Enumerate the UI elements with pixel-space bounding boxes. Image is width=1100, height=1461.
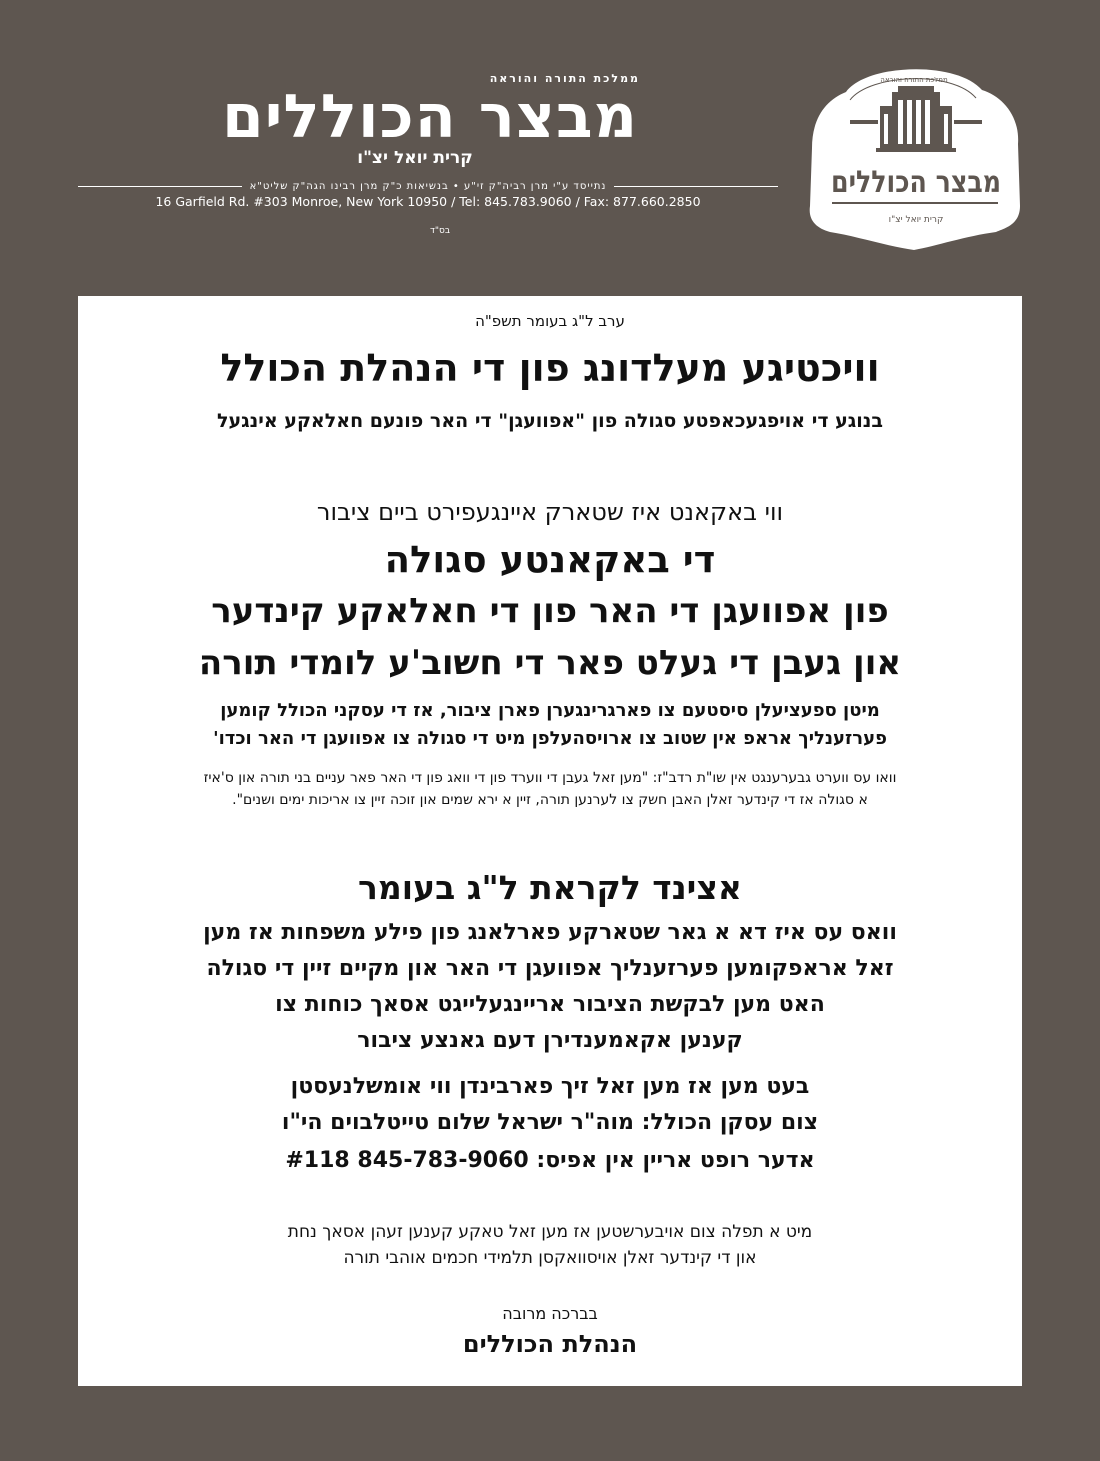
- letter-subtitle: בנוגע די אויפגעכאפטע סגולה פון "אפוועגן" די האר פונעם חאלאקע אינגעל: [217, 410, 883, 432]
- org-name: מבצר הכוללים: [221, 82, 639, 152]
- logo-top-text: ממלכת התורה והוראה: [880, 76, 948, 84]
- office-phone-line: אדער רופט אריין אין אפיס: 845-783-9060 #118: [285, 1148, 815, 1173]
- logo-bottom-text: קרית יואל יצ"ו: [888, 215, 944, 225]
- quote-line-1: וואו עס ווערט גבערענגט אין שו"ת רדב"ז: "מען זאל געבן די ווערד פון די וואג פון די האר פאר עניים בני תורה און ס'איז: [203, 770, 897, 786]
- intro-line: ווי באקאנט איז שטארק איינגעפירט ביים ציבור: [316, 498, 784, 526]
- blessing-line-1: מיט א תפלה צום אויבערשטען אז מען זאל טאקע קענען זעהן אסאך נחת: [287, 1222, 813, 1242]
- letterhead: [0, 0, 1100, 290]
- lineage-line: [78, 176, 778, 196]
- lineage-text: נתייסד ע"י מרן רביה"ק זי"ע • בנשיאות כ"ק מרן רבינו הגה"ק שליט"א: [249, 180, 607, 192]
- logo-icon: [806, 56, 1024, 252]
- heading-line-2: פון אפוועגן די האר פון די חאלאקע קינדער: [211, 591, 889, 631]
- call-line-2: צום עסקן הכולל: מוה"ר ישראל שלום טייטלבוים הי"ו: [281, 1110, 819, 1135]
- signature: הנהלת הכוללים: [462, 1330, 638, 1358]
- body-line-1: מיטן ספעציעלן סיסטעם צו פארגרינגערן פארן ציבור, אז די עסקני הכולל קומען: [220, 700, 880, 721]
- letter-panel: [78, 296, 1022, 1386]
- lag-baomer-heading: אצינד לקראת ל"ג בעומר: [358, 868, 742, 907]
- divider-left: [78, 186, 242, 187]
- org-subtitle: קרית יואל יצ"ו: [357, 148, 473, 168]
- divider-right: [614, 186, 778, 187]
- lag-line-1: וואס עס איז דא א גאר שטארקע פארלאנג פון פילע משפחות אז מען: [203, 920, 897, 945]
- supra-title: ממלכת התורה והוראה: [489, 72, 640, 85]
- heading-segulah: די באקאנטע סגולה: [384, 538, 716, 581]
- contact-address: 16 Garfield Rd. #303 Monroe, New York 10950 / Tel: 845.783.9060 / Fax: 877.660.2850: [155, 194, 701, 209]
- letter-date: ערב ל"ג בעומר תשפ"ה: [475, 312, 625, 330]
- bsd-mark: בס"ד: [429, 226, 451, 236]
- letter-title: וויכטיגע מעלדונג פון די הנהלת הכולל: [220, 346, 880, 390]
- lag-line-2: זאל אראפקומען פערזענליך אפוועגן די האר און מקיים זיין די סגולה: [206, 956, 894, 981]
- logo-name: מבצר הכוללים: [831, 165, 1001, 200]
- lag-line-3: האט מען לבקשת הציבור אריינגעלייגט אסאך כוחות צו: [275, 992, 825, 1017]
- body-line-2: פערזענליך אראפ אין שטוב צו ארויסהעלפן מיט די סגולה צו אפוועגן די האר וכדו': [213, 728, 887, 749]
- blessing-line-2: און די קינדער זאלן אויסוואקסן תלמידי חכמים אוהבי תורה: [343, 1248, 757, 1268]
- logo-badge: [806, 56, 1024, 252]
- call-line-1: בעט מען אז מען זאל זיך פארבינדן ווי אומשלנעסטן: [290, 1074, 810, 1099]
- quote-line-2: א סגולה אז די קינדער זאלן האבן חשק צו לערנען תורה, זיין א ירא שמים און זוכה זיין צו אריכות ימים ושנים".: [232, 792, 868, 808]
- regards: בברכה מרובה: [502, 1304, 598, 1323]
- lag-line-4: קענען אקאמענדירן דעם גאנצע ציבור: [357, 1028, 743, 1053]
- heading-line-3: און געבן די געלט פאר די חשוב'ע לומדי תורה: [198, 643, 902, 683]
